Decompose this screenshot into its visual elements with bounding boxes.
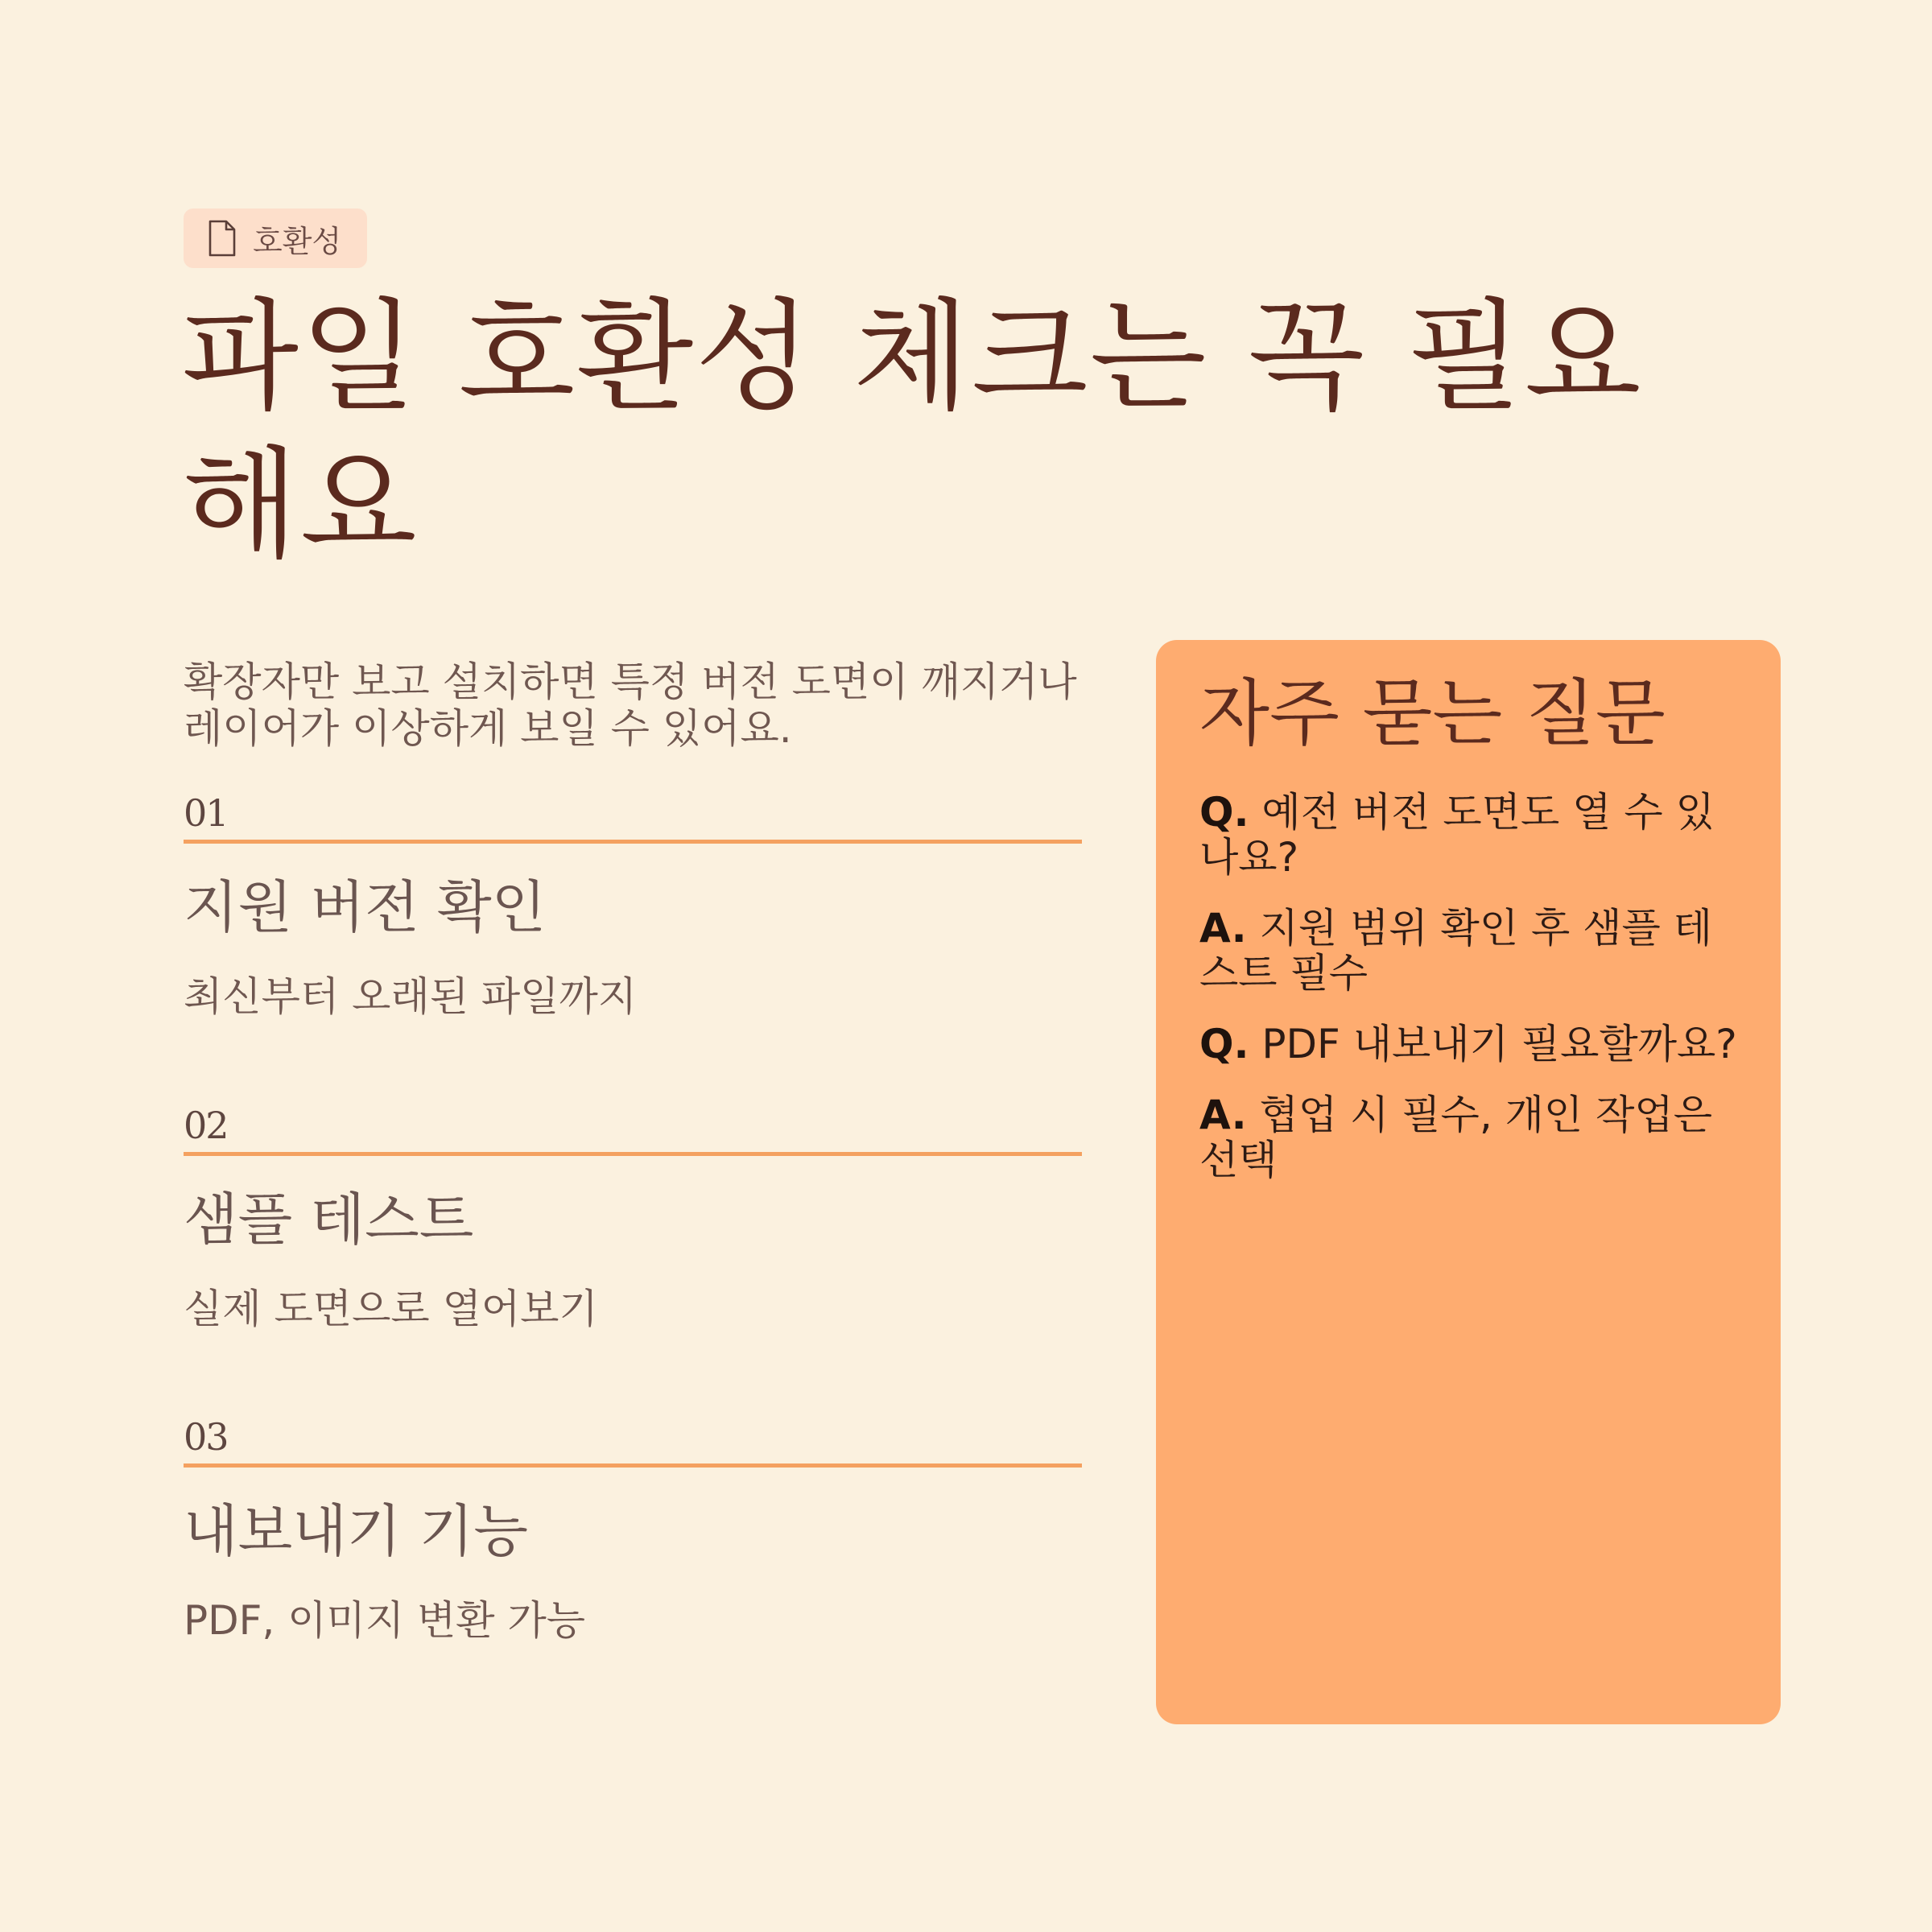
step-title: 샘플 테스트 bbox=[184, 1187, 474, 1253]
step-description: 실제 도면으로 열어보기 bbox=[184, 1286, 598, 1332]
faq-answer bbox=[1199, 906, 1739, 996]
step-number: 01 bbox=[184, 791, 228, 835]
page-title: 파일 호환성 체크는 꼭 필요해요 bbox=[182, 287, 1643, 576]
faq-prefix: A. bbox=[1199, 1092, 1247, 1138]
intro-text: 확장자만 보고 설치하면 특정 버전 도면이 깨지거나 레이어가 이상하게 보일 수 있어요. bbox=[184, 658, 1077, 752]
step-divider bbox=[184, 840, 1082, 844]
faq-prefix: Q. bbox=[1199, 789, 1249, 836]
faq-prefix: A. bbox=[1199, 905, 1247, 952]
step-item bbox=[184, 786, 1082, 1021]
step-item bbox=[184, 1099, 1082, 1333]
faq-text: 지원 범위 확인 후 샘플 테스트 필수 bbox=[1199, 905, 1712, 997]
faq-prefix: Q. bbox=[1199, 1021, 1249, 1067]
step-title: 내보내기 기능 bbox=[184, 1498, 528, 1564]
faq-title: 자주 묻는 질문 bbox=[1199, 671, 1666, 756]
tag-label: 호환성 bbox=[253, 223, 342, 259]
step-divider bbox=[184, 1463, 1082, 1468]
step-divider bbox=[184, 1152, 1082, 1156]
faq-answer bbox=[1199, 1092, 1739, 1183]
step-number: 03 bbox=[184, 1415, 228, 1459]
step-number: 02 bbox=[184, 1104, 228, 1147]
step-description: 최신부터 오래된 파일까지 bbox=[184, 973, 638, 1020]
faq-text: PDF 내보내기 필요할까요? bbox=[1261, 1021, 1737, 1067]
file-icon bbox=[208, 220, 237, 257]
faq-text: 협업 시 필수, 개인 작업은 선택 bbox=[1199, 1092, 1712, 1183]
faq-question bbox=[1199, 1022, 1739, 1067]
faq-text: 예전 버전 도면도 열 수 있나요? bbox=[1199, 789, 1715, 881]
faq-question bbox=[1199, 790, 1739, 880]
step-title: 지원 버전 확인 bbox=[184, 874, 547, 940]
faq-panel bbox=[1156, 640, 1781, 1724]
category-tag bbox=[184, 208, 367, 268]
step-description: PDF, 이미지 변환 가능 bbox=[184, 1597, 586, 1644]
step-item bbox=[184, 1410, 1082, 1645]
